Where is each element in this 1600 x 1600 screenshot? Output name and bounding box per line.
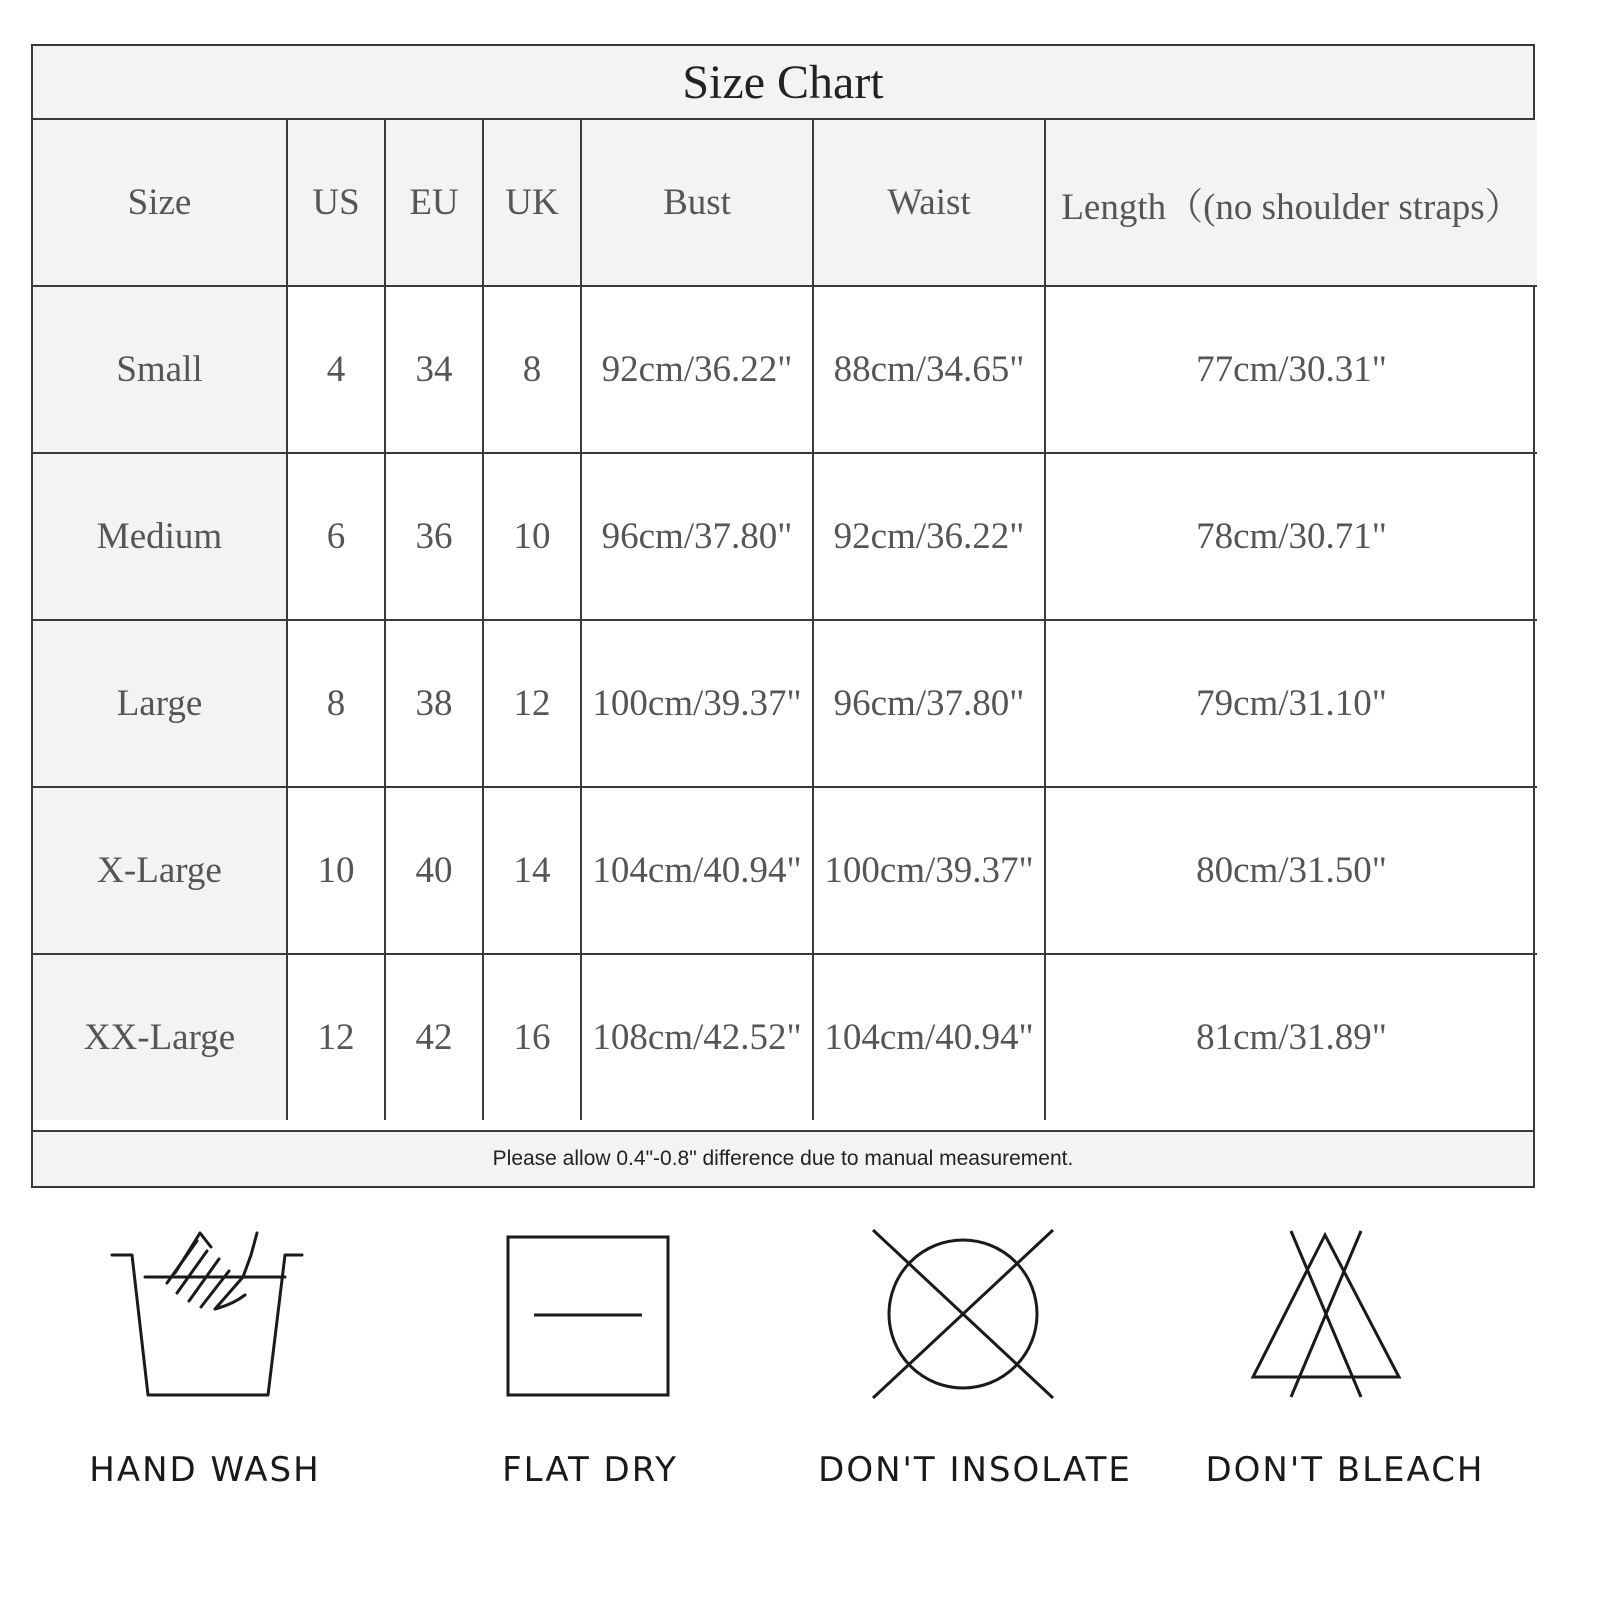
- uk-cell: 12: [483, 620, 581, 787]
- size-cell: Large: [33, 620, 287, 787]
- eu-cell: 34: [385, 286, 483, 453]
- size-cell: X-Large: [33, 787, 287, 954]
- table-row: [33, 453, 1537, 620]
- care-hand-wash: [15, 1215, 395, 1535]
- care-dont-insolate: [785, 1215, 1165, 1535]
- length-cell: 79cm/31.10": [1045, 620, 1537, 787]
- table-header-row: [33, 120, 1537, 286]
- eu-cell: 40: [385, 787, 483, 954]
- care-label: FLAT DRY: [502, 1450, 678, 1490]
- bust-cell: 104cm/40.94": [581, 787, 813, 954]
- chart-title: Size Chart: [33, 46, 1533, 120]
- size-cell: Small: [33, 286, 287, 453]
- care-label: DON'T BLEACH: [1205, 1450, 1485, 1490]
- uk-cell: 16: [483, 954, 581, 1120]
- eu-cell: 38: [385, 620, 483, 787]
- table-row: [33, 286, 1537, 453]
- waist-cell: 88cm/34.65": [813, 286, 1045, 453]
- bust-cell: 92cm/36.22": [581, 286, 813, 453]
- us-cell: 4: [287, 286, 385, 453]
- uk-cell: 10: [483, 453, 581, 620]
- care-label: DON'T INSOLATE: [818, 1450, 1132, 1490]
- care-dont-bleach: [1155, 1215, 1535, 1535]
- hand-wash-icon: [15, 1215, 395, 1435]
- bust-cell: 108cm/42.52": [581, 954, 813, 1120]
- table-row: [33, 787, 1537, 954]
- bust-cell: 100cm/39.37": [581, 620, 813, 787]
- us-cell: 6: [287, 453, 385, 620]
- header-uk: UK: [483, 120, 581, 286]
- uk-cell: 14: [483, 787, 581, 954]
- flat-dry-icon: [400, 1215, 780, 1435]
- table-row: [33, 954, 1537, 1120]
- uk-cell: 8: [483, 286, 581, 453]
- size-table: [33, 120, 1537, 1120]
- waist-cell: 92cm/36.22": [813, 453, 1045, 620]
- header-eu: EU: [385, 120, 483, 286]
- length-cell: 78cm/30.71": [1045, 453, 1537, 620]
- size-chart: [31, 44, 1535, 1188]
- dont-insolate-icon: [785, 1215, 1165, 1435]
- care-flat-dry: [400, 1215, 780, 1535]
- care-label: HAND WASH: [89, 1450, 321, 1490]
- size-cell: Medium: [33, 453, 287, 620]
- us-cell: 12: [287, 954, 385, 1120]
- length-cell: 77cm/30.31": [1045, 286, 1537, 453]
- waist-cell: 96cm/37.80": [813, 620, 1045, 787]
- header-length: Length（(no shoulder straps）: [1045, 120, 1537, 286]
- header-waist: Waist: [813, 120, 1045, 286]
- header-bust: Bust: [581, 120, 813, 286]
- length-cell: 81cm/31.89": [1045, 954, 1537, 1120]
- measurement-note: Please allow 0.4"-0.8" difference due to manual measurement.: [33, 1130, 1533, 1186]
- eu-cell: 36: [385, 453, 483, 620]
- us-cell: 10: [287, 787, 385, 954]
- size-cell: XX-Large: [33, 954, 287, 1120]
- length-cell: 80cm/31.50": [1045, 787, 1537, 954]
- dont-bleach-icon: [1155, 1215, 1535, 1435]
- bust-cell: 96cm/37.80": [581, 453, 813, 620]
- header-us: US: [287, 120, 385, 286]
- waist-cell: 100cm/39.37": [813, 787, 1045, 954]
- eu-cell: 42: [385, 954, 483, 1120]
- table-row: [33, 620, 1537, 787]
- header-size: Size: [33, 120, 287, 286]
- waist-cell: 104cm/40.94": [813, 954, 1045, 1120]
- us-cell: 8: [287, 620, 385, 787]
